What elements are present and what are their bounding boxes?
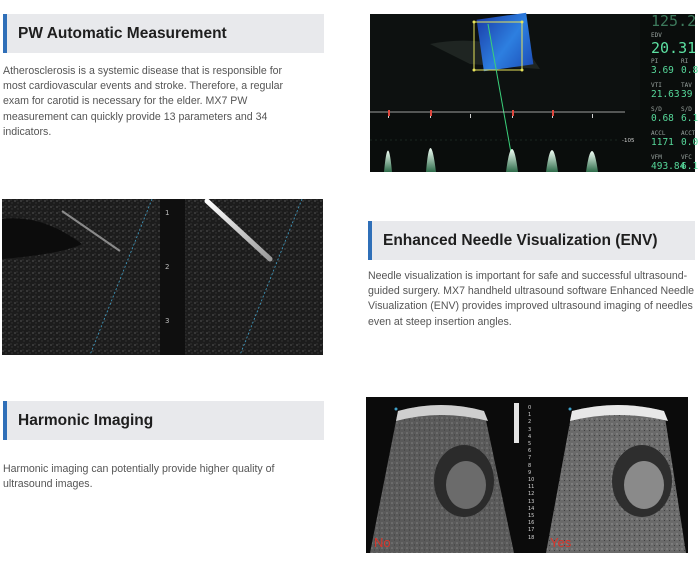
param-row-right (681, 80, 692, 100)
depth-scale-tick: 13 (528, 498, 535, 505)
depth-scale-tick: 5 (528, 441, 532, 448)
depth-scale-tick: 6 (528, 448, 532, 455)
needle-visualization-image (2, 199, 323, 355)
depth-scale-tick: 0 (528, 405, 532, 411)
param-value: 6.1 (681, 113, 699, 124)
depth-scale-tick: 11 (528, 484, 535, 491)
depth-scale-tick: 9 (528, 469, 532, 476)
doppler-axis-tick: -105 (622, 138, 635, 144)
param-value: 0.0 (681, 137, 699, 148)
param-row-right (681, 56, 698, 76)
param-label: S/D (681, 106, 692, 113)
doppler-spectrum-graphic (370, 14, 640, 172)
env-heading (368, 221, 695, 260)
depth-scale-tick: 15 (528, 513, 535, 520)
depth-scale-tick: 3 (528, 426, 532, 433)
depth-scale-tick: 7 (528, 455, 532, 462)
param-label: VFM (651, 154, 662, 161)
param-row-left (651, 80, 680, 100)
harmonic-depth-scale (528, 405, 534, 542)
param-value: 0.8 (681, 65, 699, 76)
depth-scale-tick: 10 (528, 477, 535, 484)
param-row-right (681, 128, 698, 148)
pw-heading (3, 14, 324, 53)
harmonic-imaging-image (366, 397, 688, 553)
depth-scale-tick: 14 (528, 505, 535, 512)
doppler-measurement-readout (651, 12, 699, 57)
depth-scale-tick: 12 (528, 491, 535, 498)
harmonic-title: Harmonic Imaging (18, 411, 154, 429)
depth-scale-tick: 17 (528, 527, 535, 534)
param-label: PI (651, 58, 659, 65)
param-label: TAV (681, 82, 692, 89)
env-description: Needle visualization is important for safe and successful ultrasound-guided surgery. MX7 handheld ultrasound software Enhanced Needle Visualization (ENV) provides improved ultrasound imaging of needles even at steep insertion angles. (368, 270, 695, 328)
no-label: No (374, 535, 391, 550)
depth-scale-tick: 18 (528, 534, 535, 541)
depth-scale-tick: 8 (528, 462, 532, 469)
param-value: 39 (681, 89, 693, 100)
param-value: 0.68 (651, 113, 674, 124)
param-row-right (681, 104, 698, 124)
pw-title: PW Automatic Measurement (18, 24, 227, 42)
param-label: VTI (651, 82, 662, 89)
needle-depth-tick-2: 2 (165, 263, 170, 271)
pw-description: Atherosclerosis is a systemic disease that is responsible for most cardiovascular events and stroke. Therefore, a regular exam for carotid is necessary for the elder. MX7 PW measurement can quickly provide 13 parameters and 34 indicators. (3, 65, 284, 138)
param-value: 493.84 (651, 161, 686, 172)
depth-scale-tick: 1 (528, 412, 532, 419)
depth-scale-tick: 16 (528, 520, 535, 527)
depth-scale-tick: 2 (528, 419, 532, 426)
pw-doppler-image (370, 12, 699, 172)
param-row-left (651, 56, 674, 76)
top-value: 125.2 (651, 12, 697, 30)
param-value: 21.63 (651, 89, 680, 100)
param-label: ACCL (651, 130, 666, 137)
param-label: VFC (681, 154, 692, 161)
env-title: Enhanced Needle Visualization (ENV) (383, 231, 658, 249)
param-row-left (651, 128, 674, 148)
depth-scale-tick: 4 (528, 433, 532, 440)
yes-label: Yes (550, 535, 572, 550)
param-label: RI (681, 58, 689, 65)
param-value: 6.1 (681, 161, 699, 172)
harmonic-comparison-graphic (366, 397, 688, 553)
param-label: S/D (651, 106, 662, 113)
harmonic-heading (3, 401, 324, 440)
edv-value: 20.31 (651, 39, 697, 57)
param-value: 1171 (651, 137, 674, 148)
harmonic-description: Harmonic imaging can potentially provide higher quality of ultrasound images. (3, 463, 275, 491)
param-label: ACCT (681, 130, 696, 137)
needle-depth-tick-1: 1 (165, 209, 170, 217)
needle-depth-tick-3: 3 (165, 317, 170, 325)
param-row-right (681, 152, 698, 172)
edv-label: EDV (651, 32, 662, 39)
param-row-left (651, 104, 674, 124)
param-value: 3.69 (651, 65, 674, 76)
needle-ultrasound-graphic (2, 199, 323, 355)
